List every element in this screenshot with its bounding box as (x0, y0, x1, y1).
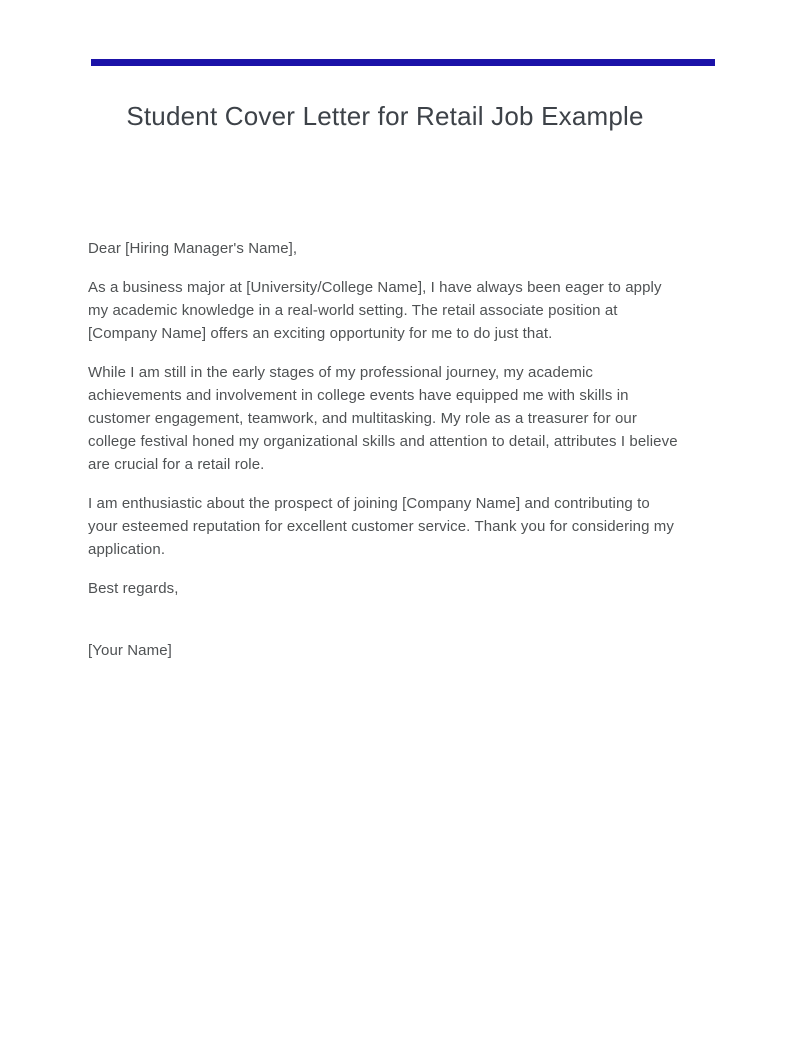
letter-closing: Best regards, (88, 580, 179, 597)
letter-salutation: Dear [Hiring Manager's Name], (88, 240, 298, 257)
accent-bar (91, 59, 715, 66)
letter-paragraph: I am enthusiastic about the prospect of joining [Company Name] and contributing to your esteemed reputation for excellent customer service. Thank you for considering my application. (88, 495, 674, 558)
letter-body (88, 237, 683, 678)
letter-signature: [Your Name] (88, 642, 172, 659)
letter-paragraph: As a business major at [University/College Name], I have always been eager to apply my academic knowledge in a real-world setting. The retail associate position at [Company Name] offers an exciting opportunity for me to do just that. (88, 279, 662, 342)
letter-paragraph: While I am still in the early stages of my professional journey, my academic achievements and involvement in college events have equipped me with skills in customer engagement, teamwork, and multitasking. My role as a treasurer for our college festival honed my organizational skills and attention to detail, attributes I believe are crucial for a retail role. (88, 364, 678, 473)
page-title: Student Cover Letter for Retail Job Example (126, 101, 644, 131)
